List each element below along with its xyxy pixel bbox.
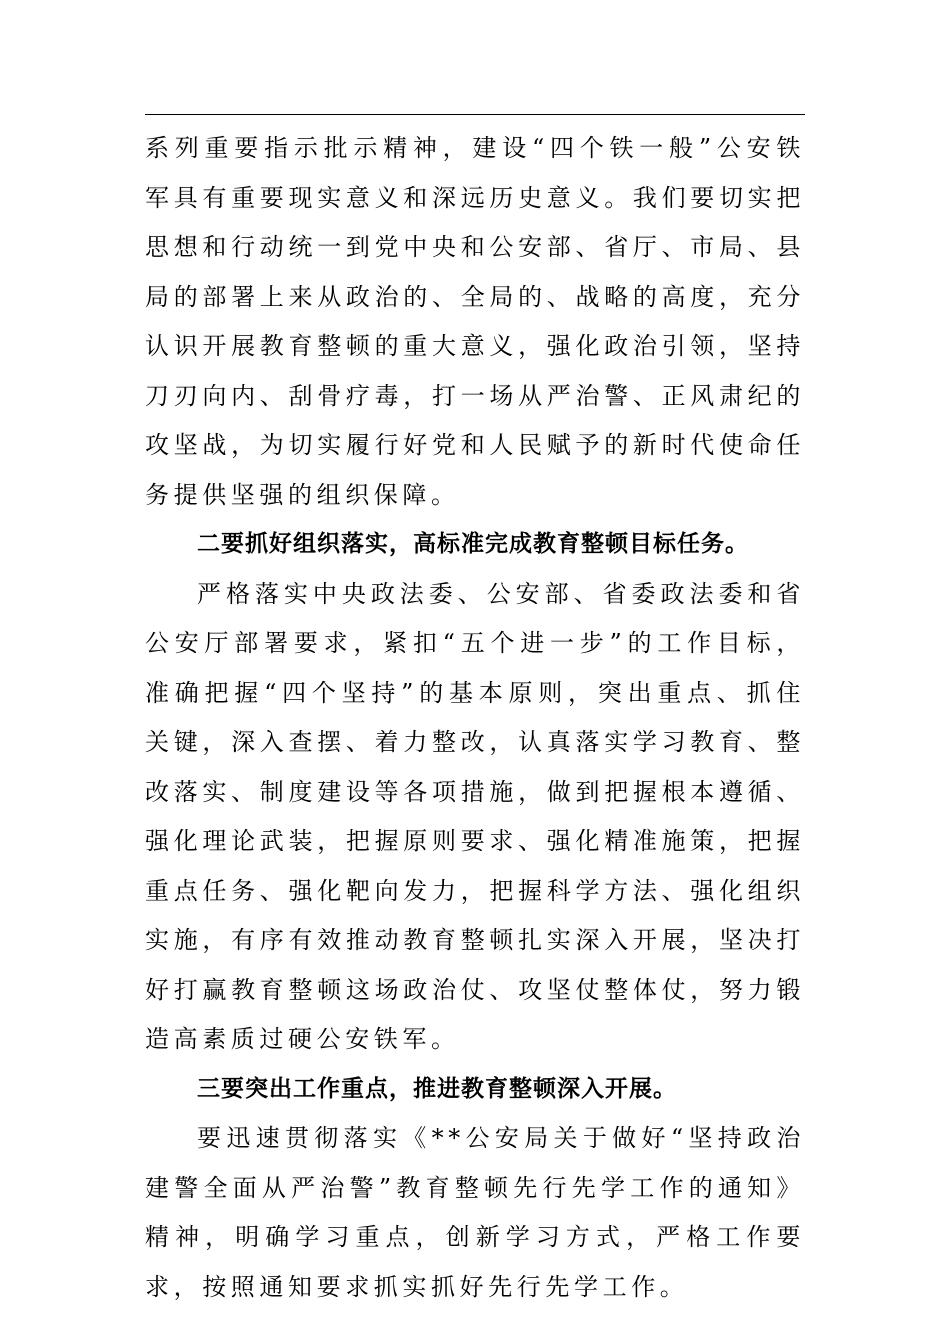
paragraph-organization: 严格落实中央政法委、公安部、省委政法委和省公安厅部署要求，紧扣“五个进一步”的工作目标，准确把握“四个坚持”的基本原则，突出重点、抓住关键，深入查摆、着力整改，认真落实学习教育、整改落实、制度建设等各项措施，做到把握根本遵循、强化理论武装，把握原则要求、强化精准施策，把握重点任务、强化靶向发力，把握科学方法、强化组织实施，有序有效推动教育整顿扎实深入开展，坚决打好打赢教育整顿这场政治仗、攻坚仗整体仗，努力锻造高素质过硬公安铁军。 — [145, 579, 805, 1053]
header-rule — [145, 114, 805, 115]
document-body — [145, 124, 805, 1312]
paragraph-continuation: 系列重要指示批示精神，建设“四个铁一般”公安铁军具有重要现实意义和深远历史意义。我们要切实把思想和行动统一到党中央和公安部、省厅、市局、县局的部署上来从政治的、全局的、战略的高度，充分认识开展教育整顿的重大意义，强化政治引领，坚持刀刃向内、刮骨疗毒，打一场从严治警、正风肃纪的攻坚战，为切实履行好党和人民赋予的新时代使命任务提供坚强的组织保障。 — [145, 134, 805, 509]
paragraph-key-work: 要迅速贯彻落实《**公安局关于做好“坚持政治建警全面从严治警”教育整顿先行先学工作的通知》精神，明确学习重点，创新学习方式，严格工作要求，按照通知要求抓实抓好先行先学工作。 — [145, 1124, 805, 1301]
section-heading-two: 二要抓好组织落实，高标准完成教育整顿目标任务。 — [197, 531, 749, 557]
section-heading-three: 三要突出工作重点，推进教育整顿深入开展。 — [197, 1075, 677, 1102]
